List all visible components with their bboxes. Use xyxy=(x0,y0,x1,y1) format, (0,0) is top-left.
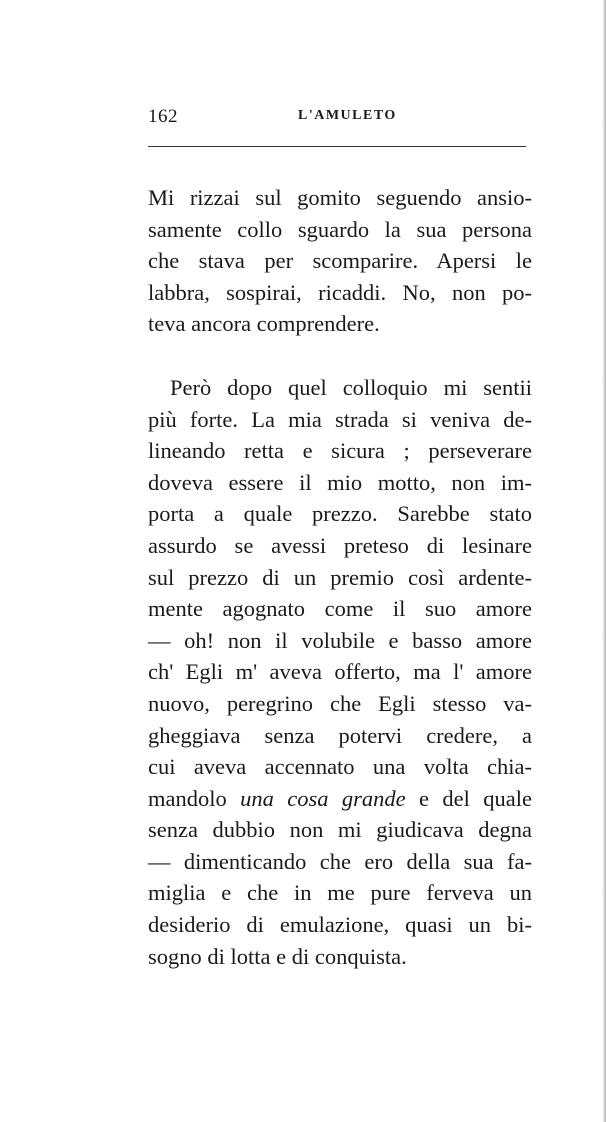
paragraph-gap xyxy=(148,340,532,372)
text-line: ch' Egli m' aveva offerto, ma l' amore xyxy=(148,659,532,685)
text-line: più forte. La mia strada si veniva de- xyxy=(148,406,532,432)
running-title: L'AMULETO xyxy=(298,108,397,123)
text-line: — oh! non il volubile e basso amore xyxy=(148,627,532,653)
text-line-with-italic xyxy=(148,783,532,815)
italic-phrase: una cosa grande xyxy=(240,785,406,811)
text-line: senza dubbio non mi giudicava degna xyxy=(148,817,532,843)
text-line: miglia e che in me pure ferveva un xyxy=(148,880,532,906)
text-line: cui aveva accennato una volta chia- xyxy=(148,754,532,780)
page-number: 162 xyxy=(148,106,178,127)
text-line: lineando retta e sicura ; perseverare xyxy=(148,438,532,464)
text-line: — dimenticando che ero della sua fa- xyxy=(148,848,532,874)
header-rule xyxy=(148,146,526,147)
paragraph-2 xyxy=(148,372,532,972)
text-line: sogno di lotta e di conquista. xyxy=(148,943,407,969)
paragraph-1 xyxy=(148,182,532,340)
text-line: mente agognato come il suo amore xyxy=(148,596,532,622)
text-line: gheggiava senza potervi credere, a xyxy=(148,722,532,748)
text-line: nuovo, peregrino che Egli stesso va- xyxy=(148,690,532,716)
text-line: che stava per scomparire. Apersi le xyxy=(148,248,532,274)
text-line: samente collo sguardo la sua persona xyxy=(148,216,532,242)
text-segment: mandolo xyxy=(148,785,241,811)
page-edge xyxy=(602,0,606,1122)
text-line: teva ancora comprendere. xyxy=(148,311,380,337)
text-line: desiderio di emulazione, quasi un bi- xyxy=(148,912,532,938)
text-line: doveva essere il mio motto, non im- xyxy=(148,469,532,495)
body-text xyxy=(148,182,532,972)
text-line: labbra, sospirai, ricaddi. No, non po- xyxy=(148,279,532,305)
text-line: Mi rizzai sul gomito seguendo ansio- xyxy=(148,185,532,210)
text-line: sul prezzo di un premio così ardente- xyxy=(148,564,532,590)
text-segment: e del quale xyxy=(405,785,532,811)
text-line: porta a quale prezzo. Sarebbe stato xyxy=(148,501,532,527)
text-line: Però dopo quel colloquio mi sentii xyxy=(170,374,532,400)
running-head xyxy=(148,106,532,128)
text-line: assurdo se avessi preteso di lesinare xyxy=(148,532,532,558)
